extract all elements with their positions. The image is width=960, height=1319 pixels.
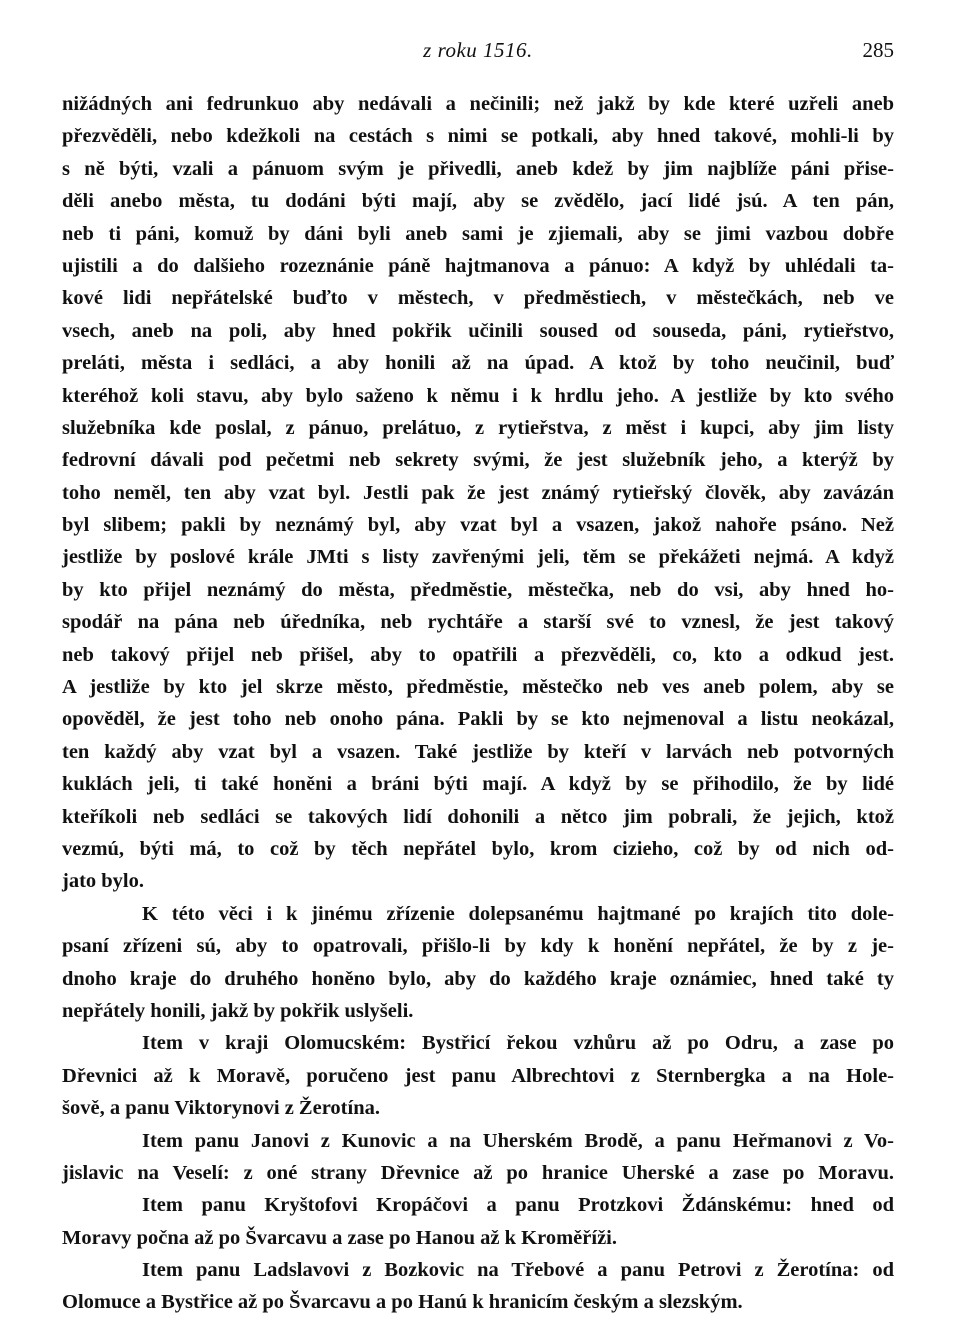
text-line: A jestliže by kto jel skrze město, předměstie, městečko neb ves aneb polem, aby se — [62, 676, 894, 699]
text-line: přezvěděli, nebo kdežkoli na cestách s nimi se potkali, aby hned takové, mohli-li by — [62, 125, 894, 148]
text-line: neb ti páni, komuž by dáni byli aneb sami je zjiemali, aby se jimi vazbou dobře — [62, 222, 894, 245]
text-line: kteříkoli neb sedláci se takových lidí dohonili a nětco jim pobrali, že jejich, ktož — [62, 805, 894, 828]
page-number: 285 — [862, 38, 894, 62]
text-line: vezmú, býti má, to což by těch nepřátel bylo, krom cizieho, což by od nich od- — [62, 837, 894, 860]
text-line: děli anebo města, tu dodáni býti mají, aby se zvědělo, jací lidé jsú. A ten pán, — [62, 190, 894, 213]
text-line: by kto přijel neznámý do města, předměstie, městečka, neb do vsi, aby hned ho- — [62, 578, 894, 601]
text-line: psaní zřízeni sú, aby to opatrovali, přišlo-li by kdy k honění nepřátel, že by z je- — [62, 935, 894, 958]
text-line: kové lidi nepřátelské buďto v městech, v předměstiech, v městečkách, neb ve — [62, 287, 894, 310]
text-line: šově, a panu Viktorynovi z Žerotína. — [62, 1097, 380, 1120]
text-line: ujistili a do dalšieho rozeznánie páně hajtmanova a pánuo: A když by uhlédali ta- — [62, 254, 894, 277]
text-line: služebníka kde poslal, z pánuo, prelátuo, z rytieřstva, z měst i kupci, aby jim listy — [62, 416, 894, 439]
text-line: nepřátely honili, jakž by pokřik uslyšeli. — [62, 999, 414, 1022]
body-text — [62, 88, 894, 1319]
text-line: fedrovní dávali pod pečetmi neb sekrety svými, že jest služebník jeho, a kterýž by — [62, 449, 894, 472]
text-line: Moravy počna až po Švarcavu a zase po Hanou až k Kroměříži. — [62, 1226, 617, 1249]
text-line: jestliže by poslové krále JMti s listy zavřenými jeli, těm se překážeti nejmá. A když — [62, 546, 894, 569]
text-line: Olomuce a Bystřice až po Švarcavu a po Hanú k hranicím českým a slezským. — [62, 1291, 743, 1314]
running-head — [62, 38, 894, 78]
text-line: toho neměl, ten aby vzat byl. Jestli pak že jest známý rytieřský člověk, aby zavázán — [62, 481, 894, 504]
text-line: opověděl, že jest toho neb onoho pána. Pakli by se kto nejmenoval a listu neokázal, — [62, 708, 894, 731]
text-line: Dřevnici až k Moravě, poručeno jest panu Albrechtovi z Sternbergka a na Hole- — [62, 1064, 894, 1087]
text-line: spodář na pána neb úředníka, neb rychtáře a starší své to vznesl, že jest takový — [62, 611, 894, 634]
text-line: nižádných ani fedrunkuo aby nedávali a nečinili; než jakž by kde které uzřeli aneb — [62, 93, 894, 115]
text-line: vsech, aneb na poli, aby hned pokřik učinili soused od souseda, páni, rytieřstvo, — [62, 319, 894, 342]
text-line: dnoho kraje do druhého honěno bylo, aby do každého kraje oznámiec, hned také ty — [62, 967, 894, 990]
running-title: z roku 1516. — [423, 38, 533, 62]
text-line: s ně býti, vzali a pánuom svým je přivedli, aneb kdež by jim najblíže páni přise- — [62, 157, 894, 180]
text-line: neb takový přijel neb přišel, aby to opatřili a přezvěděli, co, kto a odkud jest. — [62, 643, 894, 666]
text-line: Item panu Ladslavovi z Bozkovic na Třebové a panu Petrovi z Žerotína: od — [142, 1259, 894, 1282]
text-line: jato bylo. — [62, 870, 144, 893]
text-line: kuklách jeli, ti také honěni a bráni býti mají. A když by se přihodilo, že by lidé — [62, 773, 894, 796]
text-line: jislavic na Veselí: z oné strany Dřevnice až po hranice Uherské a zase po Moravu. — [62, 1161, 894, 1184]
text-line: preláti, města i sedláci, a aby honili až na úpad. A ktož by toho neučinil, buď — [62, 352, 894, 375]
text-line: Item panu Janovi z Kunovic a na Uherském Brodě, a panu Heřmanovi z Vo- — [142, 1129, 894, 1152]
text-line: kteréhož koli stavu, aby bylo saženo k němu i k hrdlu jeho. A jestliže by kto svého — [62, 384, 894, 407]
text-line: Item v kraji Olomucském: Bystřicí řekou vzhůru až po Odru, a zase po — [142, 1032, 894, 1055]
text-line: byl slibem; pakli by neznámý byl, aby vzat byl a vsazen, jakož nahoře psáno. Než — [62, 514, 894, 537]
book-page — [62, 38, 894, 1319]
text-line: K této věci i k jinému zřízenie dolepsanému hajtmané po krajích tito dole- — [142, 902, 894, 925]
text-line: Item panu Kryštofovi Kropáčovi a panu Protzkovi Ždánskému: hned od — [142, 1194, 894, 1217]
text-line: ten každý aby vzat byl a vsazen. Také jestliže by kteří v larvách neb potvorných — [62, 740, 894, 763]
